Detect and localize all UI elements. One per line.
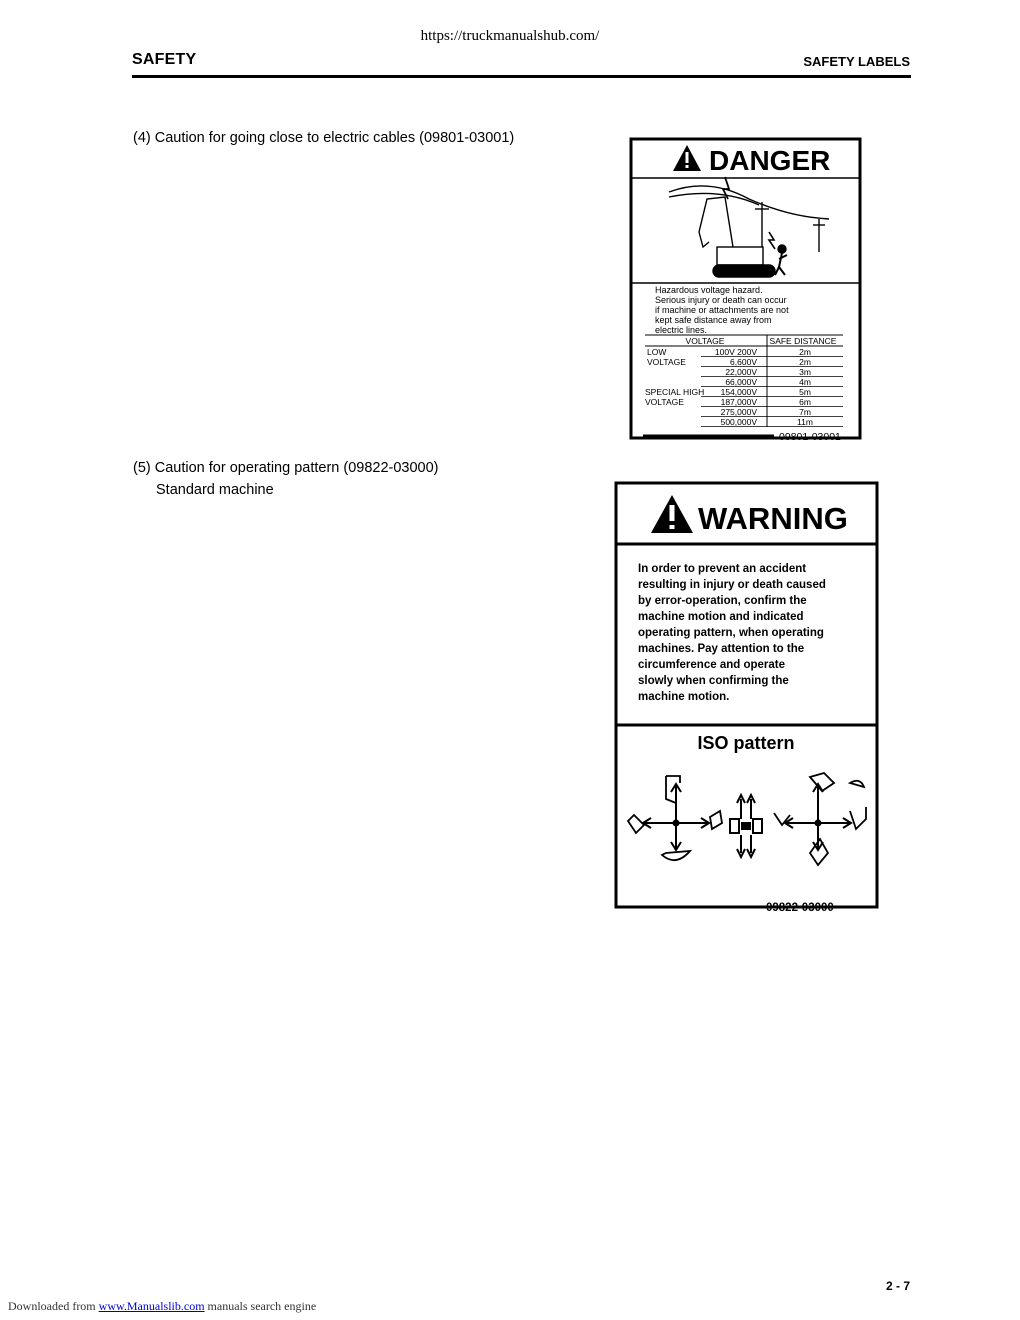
voltage-cell: 6,600V (730, 357, 757, 367)
distance-cell: 7m (799, 407, 811, 417)
header-rule (132, 75, 911, 78)
distance-cell: 5m (799, 387, 811, 397)
voltage-cell: 500,000V (720, 417, 757, 427)
voltage-cell: 66,000V (725, 377, 757, 387)
warning-code: 09822-03000 (766, 902, 834, 911)
voltage-cell: 187,000V (720, 397, 757, 407)
svg-text:VOLTAGE: VOLTAGE (685, 336, 725, 346)
download-prefix: Downloaded from (8, 1299, 96, 1313)
svg-text:LOW: LOW (647, 347, 667, 357)
voltage-cell: 22,000V (725, 367, 757, 377)
warning-title: WARNING (698, 501, 848, 536)
svg-text:SAFE DISTANCE: SAFE DISTANCE (769, 336, 837, 346)
section-subtitle: SAFETY LABELS (803, 54, 910, 69)
svg-text:VOLTAGE: VOLTAGE (647, 357, 686, 367)
voltage-cell: 100V 200V (714, 347, 757, 357)
distance-cell: 11m (797, 417, 813, 427)
item-5-caption: (5) Caution for operating pattern (09822-03000) (133, 460, 439, 476)
iso-pattern-title: ISO pattern (697, 733, 795, 753)
download-suffix: manuals search engine (207, 1299, 317, 1313)
page-number: 2 - 7 (885, 1279, 910, 1293)
svg-text:SPECIAL HIGH: SPECIAL HIGH (645, 387, 705, 397)
item-5-subcaption: Standard machine (156, 482, 274, 498)
distance-cell: 3m (799, 367, 811, 377)
svg-text:VOLTAGE: VOLTAGE (645, 397, 684, 407)
danger-code: 09801-03001 (779, 431, 841, 443)
danger-label (629, 137, 863, 443)
item-4-caption: (4) Caution for going close to electric cables (09801-03001) (133, 130, 515, 146)
voltage-cell: 275,000V (720, 407, 757, 417)
distance-cell: 2m (799, 357, 811, 367)
danger-title: DANGER (709, 145, 831, 176)
distance-cell: 2m (799, 347, 811, 357)
manualslib-link[interactable]: www.Manualslib.com (98, 1299, 205, 1313)
download-footer (8, 1299, 316, 1314)
warning-label (614, 481, 880, 911)
danger-message: Hazardous voltage hazard. Serious injury or death can occur if machine or attachments are not kept safe distance away from electric lines. (655, 285, 789, 335)
voltage-cell: 154,000V (720, 387, 757, 397)
source-url[interactable]: https://truckmanualshub.com/ (420, 28, 600, 44)
section-title: SAFETY (132, 51, 197, 68)
distance-cell: 4m (799, 377, 811, 387)
distance-cell: 6m (799, 397, 811, 407)
warning-message: In order to prevent an accident resulting in injury or death caused by error-operation, confirm the machine motion and indicated operating pattern, when operating machines. Pay attention to the circumference and operate slowly when confirming the machine motion. (638, 563, 826, 703)
